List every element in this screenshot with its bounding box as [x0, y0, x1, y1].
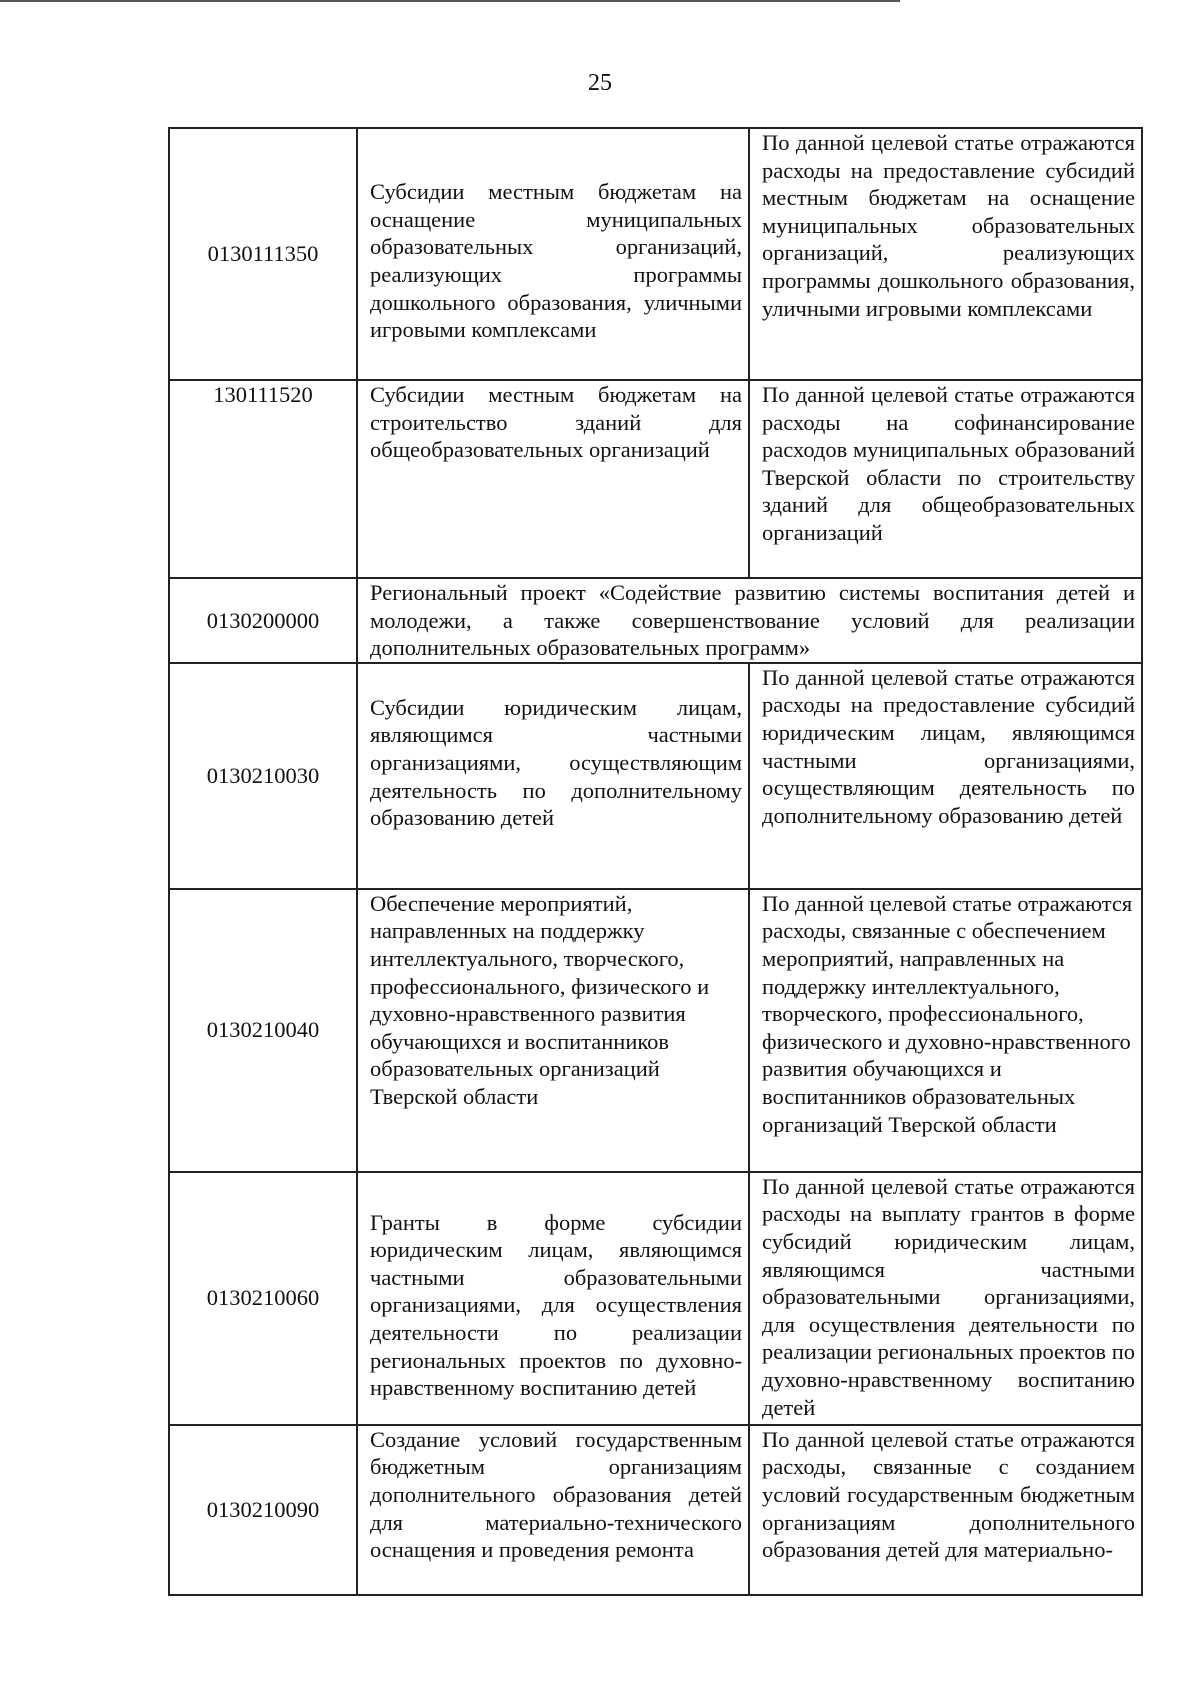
row-description: По данной целевой статье отражаются расходы на предоставление субсидий юридическим лицам, являющимся частными организациями, осуществляющим деятельность по дополнительному образованию детей — [749, 663, 1142, 889]
regional-project-title: Региональный проект «Содействие развитию системы воспитания детей и молодежи, а также совершенствование условий для реализации дополнительных образовательных программ» — [357, 578, 1142, 663]
row-name: Обеспечение мероприятий, направленных на поддержку интеллектуального, творческого, профессионального, физического и духовно-нравственного развития обучающихся и воспитанников образовательных организаций Тверской области — [357, 889, 749, 1172]
budget-classification-table — [168, 127, 1143, 1596]
scan-edge — [0, 0, 900, 5]
table-row — [169, 380, 1142, 578]
row-code: 130111520 — [169, 380, 357, 578]
row-code: 0130200000 — [169, 578, 357, 663]
table-row — [169, 1425, 1142, 1595]
row-name: Субсидии местным бюджетам на строительство зданий для общеобразовательных организаций — [357, 380, 749, 578]
table-row — [169, 1172, 1142, 1425]
row-description: По данной целевой статье отражаются расходы, связанные с созданием условий государственным бюджетным организациям дополнительного образования детей для материально- — [749, 1425, 1142, 1595]
table-row — [169, 889, 1142, 1172]
row-name: Субсидии местным бюджетам на оснащение муниципальных образовательных организаций, реализующих программы дошкольного образования, уличными игровыми комплексами — [357, 128, 749, 380]
row-name: Субсидии юридическим лицам, являющимся частными организациями, осуществляющим деятельность по дополнительному образованию детей — [357, 663, 749, 889]
table-row — [169, 578, 1142, 663]
row-code: 0130210060 — [169, 1172, 357, 1425]
row-description: По данной целевой статье отражаются расходы на софинансирование расходов муниципальных образований Тверской области по строительству зданий для общеобразовательных организаций — [749, 380, 1142, 578]
row-description: По данной целевой статье отражаются расходы на выплату грантов в форме субсидий юридическим лицам, являющимся частными образовательными организациями, для осуществления деятельности по реализации региональных проектов по духовно-нравственному воспитанию детей — [749, 1172, 1142, 1425]
row-code: 0130210090 — [169, 1425, 357, 1595]
row-description: По данной целевой статье отражаются расходы, связанные с обеспечением мероприятий, направленных на поддержку интеллектуального, творческого, профессионального, физического и духовно-нравственного развития обучающихся и воспитанников образовательных организаций Тверской области — [749, 889, 1142, 1172]
table-row — [169, 128, 1142, 380]
table-row — [169, 663, 1142, 889]
page-number: 25 — [588, 70, 612, 96]
row-code: 0130210040 — [169, 889, 357, 1172]
row-code: 0130210030 — [169, 663, 357, 889]
row-description: По данной целевой статье отражаются расходы на предоставление субсидий местным бюджетам на оснащение муниципальных образовательных организаций, реализующих программы дошкольного образования, уличными игровыми комплексами — [749, 128, 1142, 380]
row-name: Гранты в форме субсидии юридическим лицам, являющимся частными образовательными организациями, для осуществления деятельности по реализации региональных проектов по духовно-нравственному воспитанию детей — [357, 1172, 749, 1425]
row-name: Создание условий государственным бюджетным организациям дополнительного образования детей для материально-технического оснащения и проведения ремонта — [357, 1425, 749, 1595]
row-code: 0130111350 — [169, 128, 357, 380]
